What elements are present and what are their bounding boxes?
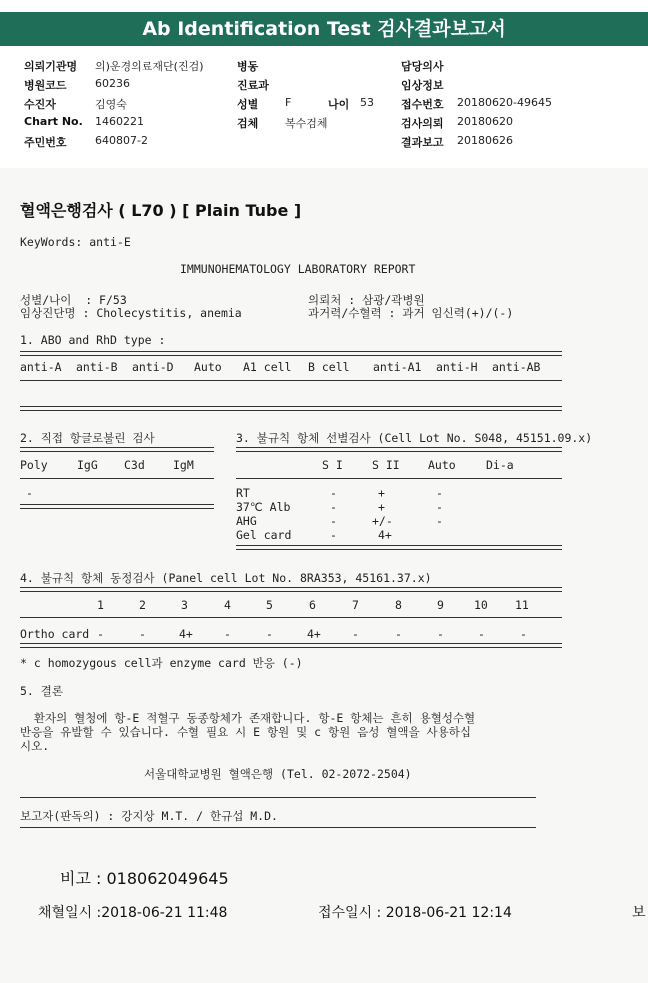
divider <box>20 447 214 452</box>
screen-value: - <box>330 500 337 514</box>
history: 과거력/수혈력 : 과거 임신력(+)/(-) <box>308 306 514 320</box>
screen-row-label: AHG <box>236 514 257 528</box>
panel-result: 4+ <box>179 627 193 641</box>
conclusion-line: 시오. <box>20 739 50 753</box>
referrer: 의뢰처 : 삼광/곽병원 <box>308 293 425 307</box>
panel-cell-number: 7 <box>352 598 359 612</box>
field-value: 의)운경의료재단(진검) <box>95 60 204 73</box>
panel-cell-number: 5 <box>266 598 273 612</box>
divider <box>20 797 536 798</box>
screen-value: + <box>378 500 385 514</box>
remark: 비고 : 018062049645 <box>60 869 229 888</box>
clinical-diagnosis: 임상진단명 : Cholecystitis, anemia <box>20 306 242 320</box>
divider <box>20 351 562 356</box>
field-label: 결과보고 <box>401 136 444 149</box>
screen-value: 4+ <box>378 528 392 542</box>
field-value: 20180626 <box>457 134 513 147</box>
screen-value: - <box>330 514 337 528</box>
panel-result: - <box>97 627 104 641</box>
field-value: 김영숙 <box>95 98 127 111</box>
truncated-text: 보 <box>632 905 646 921</box>
abo-column: A1 cell <box>243 360 292 374</box>
divider <box>20 380 562 381</box>
panel-cell-number: 2 <box>139 598 146 612</box>
dat-column: IgM <box>173 458 194 472</box>
panel-cell-number: 3 <box>181 598 188 612</box>
screen-value: - <box>330 486 337 500</box>
field-label: 수진자 <box>24 98 56 111</box>
reporter: 보고자(판독의) : 강지상 M.T. / 한규섭 M.D. <box>20 809 278 823</box>
field-label: 진료과 <box>237 79 269 92</box>
divider <box>20 827 536 828</box>
lab-report-title: IMMUNOHEMATOLOGY LABORATORY REPORT <box>180 262 416 276</box>
abo-column: anti-H <box>436 360 478 374</box>
panel-result: - <box>395 627 402 641</box>
panel-result: - <box>478 627 485 641</box>
divider <box>236 545 562 550</box>
divider <box>20 406 562 411</box>
divider <box>20 504 214 509</box>
panel-result: - <box>139 627 146 641</box>
divider <box>236 478 562 479</box>
screen-row-label: RT <box>236 486 250 500</box>
panel-cell-number: 10 <box>474 598 488 612</box>
abo-column: anti-AB <box>492 360 541 374</box>
field-label: 나이 <box>328 98 350 111</box>
field-label: 병원코드 <box>24 79 67 92</box>
section-4-title: 4. 불규칙 항체 동정검사 (Panel cell Lot No. 8RA353, 45161.37.x) <box>20 571 432 585</box>
section-3-title: 3. 불규칙 항체 선별검사 (Cell Lot No. S048, 45151.09.x) <box>236 431 593 445</box>
field-value: 1460221 <box>95 115 144 128</box>
divider <box>20 478 214 479</box>
divider <box>20 617 562 618</box>
field-label: 임상정보 <box>401 79 444 92</box>
field-label: 주민번호 <box>24 136 67 149</box>
panel-result: - <box>224 627 231 641</box>
panel-cell-number: 8 <box>395 598 402 612</box>
section-1-title: 1. ABO and RhD type : <box>20 333 166 347</box>
abo-column: B cell <box>308 360 350 374</box>
screen-value: - <box>436 500 443 514</box>
institution-contact: 서울대학교병원 혈액은행 (Tel. 02-2072-2504) <box>144 767 412 781</box>
field-label: 병동 <box>237 60 259 73</box>
panel-note: * c homozygous cell과 enzyme card 반응 (-) <box>20 656 303 670</box>
panel-cell-number: 11 <box>515 598 529 612</box>
field-value: 53 <box>360 96 374 109</box>
field-label: 접수번호 <box>401 98 444 111</box>
field-value: 20180620 <box>457 115 513 128</box>
field-value: 20180620-49645 <box>457 96 552 109</box>
field-label: Chart No. <box>24 115 83 128</box>
patient-sex-age: 성별/나이 : F/53 <box>20 293 127 307</box>
panel-cell-number: 1 <box>97 598 104 612</box>
panel-cell-number: 9 <box>437 598 444 612</box>
patient-header <box>0 50 648 160</box>
panel-result: 4+ <box>307 627 321 641</box>
panel-row-label: Ortho card <box>20 627 90 641</box>
field-value: 640807-2 <box>95 134 148 147</box>
field-value: F <box>285 96 292 109</box>
report-title: Ab Identification Test 검사결과보고서 <box>0 12 648 46</box>
report-heading: 혈액은행검사 ( L70 ) [ Plain Tube ] <box>20 201 302 220</box>
scanned-report <box>0 168 648 983</box>
panel-cell-number: 4 <box>224 598 231 612</box>
section-2-title: 2. 직접 항글로불린 검사 <box>20 431 155 445</box>
field-label: 의뢰기관명 <box>24 60 78 73</box>
screen-column: S I <box>322 458 343 472</box>
divider <box>20 587 562 592</box>
divider <box>20 643 562 648</box>
dat-result: - <box>26 486 33 500</box>
panel-cell-number: 6 <box>309 598 316 612</box>
panel-result: - <box>437 627 444 641</box>
abo-column: anti-D <box>132 360 174 374</box>
screen-value: - <box>436 486 443 500</box>
receipt-time: 접수일시 : 2018-06-21 12:14 <box>318 905 512 921</box>
abo-column: anti-A <box>20 360 62 374</box>
panel-result: - <box>266 627 273 641</box>
screen-value: + <box>378 486 385 500</box>
screen-column: Di-a <box>486 458 514 472</box>
dat-column: IgG <box>77 458 98 472</box>
dat-column: C3d <box>124 458 145 472</box>
abo-column: anti-A1 <box>373 360 422 374</box>
screen-column: S II <box>372 458 400 472</box>
field-label: 성별 <box>237 98 259 111</box>
field-label: 검사의뢰 <box>401 117 444 130</box>
dat-column: Poly <box>20 458 48 472</box>
panel-result: - <box>520 627 527 641</box>
screen-row-label: 37℃ Alb <box>236 500 291 514</box>
screen-value: - <box>330 528 337 542</box>
section-5-title: 5. 결론 <box>20 684 63 698</box>
conclusion-line: 반응을 유발할 수 있습니다. 수혈 필요 시 E 항원 및 c 항원 음성 혈액을 사용하십 <box>20 725 471 739</box>
abo-column: anti-B <box>76 360 118 374</box>
field-value: 60236 <box>95 77 130 90</box>
screen-value: +/- <box>372 514 393 528</box>
abo-column: Auto <box>194 360 222 374</box>
field-label: 담당의사 <box>401 60 444 73</box>
field-value: 복수검체 <box>285 117 328 130</box>
keywords: KeyWords: anti-E <box>20 235 131 249</box>
field-label: 검체 <box>237 117 259 130</box>
divider <box>236 447 562 452</box>
panel-result: - <box>352 627 359 641</box>
screen-value: - <box>436 514 443 528</box>
collection-time: 채혈일시 :2018-06-21 11:48 <box>38 905 228 921</box>
screen-column: Auto <box>428 458 456 472</box>
conclusion-line: 환자의 혈청에 항-E 적혈구 동종항체가 존재합니다. 항-E 항체는 흔히 용혈성수혈 <box>20 711 476 725</box>
screen-row-label: Gel card <box>236 528 292 542</box>
